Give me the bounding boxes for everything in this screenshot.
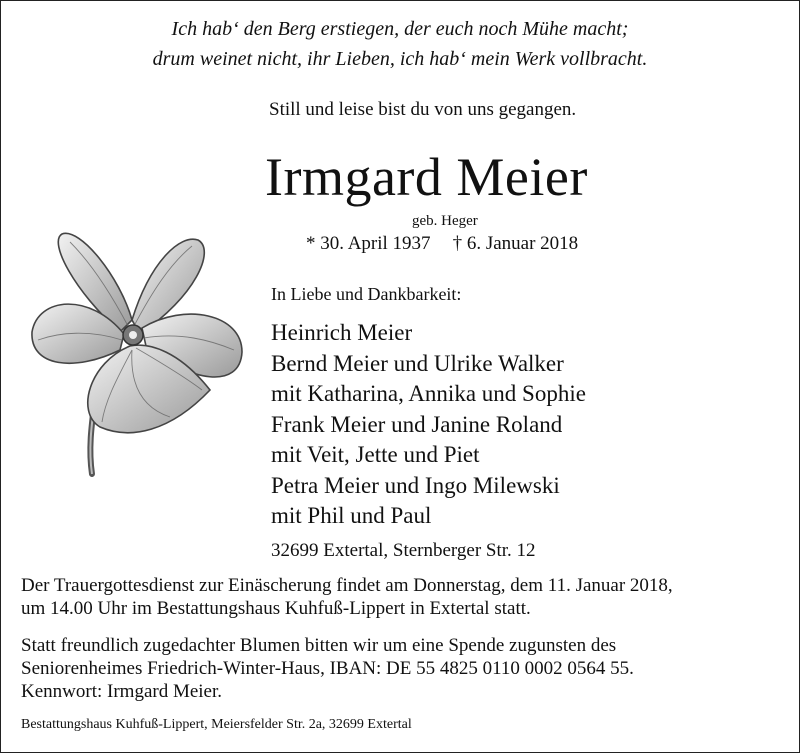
donation-paragraph: [21, 634, 634, 703]
donation-line-3: Kennwort: Irmgard Meier.: [21, 681, 223, 702]
donation-line-2: Seniorenheimes Friedrich-Winter-Haus, IBAN: DE 55 4825 0110 0002 0564 55.: [21, 658, 634, 679]
mourner: Frank Meier und Janine Roland: [271, 411, 563, 437]
poem-line-1: Ich hab‘ den Berg erstiegen, der euch noch Mühe macht;: [171, 18, 629, 40]
funeral-home-footer: Bestattungshaus Kuhfuß-Lippert, Meiersfelder Str. 2a, 32699 Extertal: [21, 717, 412, 732]
mourner: mit Phil und Paul: [271, 503, 432, 528]
poem-line-2: drum weinet nicht, ihr Lieben, ich hab‘ mein Werk vollbracht.: [152, 48, 648, 70]
poem: [0, 14, 800, 74]
mourner: Petra Meier und Ingo Milewski: [271, 472, 560, 498]
mourner: mit Katharina, Annika und Sophie: [271, 381, 586, 406]
mourners-list: [271, 318, 586, 532]
maiden-name: geb. Heger: [412, 213, 478, 229]
gratitude-line: In Liebe und Dankbarkeit:: [271, 284, 462, 304]
deceased-name: Irmgard Meier: [265, 147, 588, 207]
intro-text: Still und leise bist du von uns gegangen.: [269, 99, 577, 120]
mourner: Heinrich Meier: [271, 320, 413, 345]
family-address: 32699 Extertal, Sternberger Str. 12: [271, 540, 536, 561]
flower-drawing-icon: [20, 222, 246, 480]
donation-line-1: Statt freundlich zugedachter Blumen bitten wir um eine Spende zugunsten des: [21, 635, 617, 656]
service-paragraph: [21, 574, 673, 620]
mourner: Bernd Meier und Ulrike Walker: [271, 350, 564, 376]
death-date: † 6. Januar 2018: [452, 233, 579, 254]
birth-date: * 30. April 1937: [306, 233, 431, 254]
service-line-2: um 14.00 Uhr im Bestattungshaus Kuhfuß-Lippert in Extertal statt.: [21, 598, 531, 619]
service-line-1: Der Trauergottesdienst zur Einäscherung findet am Donnerstag, dem 11. Januar 2018,: [21, 575, 673, 596]
life-dates: [306, 233, 578, 255]
mourner: mit Veit, Jette und Piet: [271, 442, 480, 467]
